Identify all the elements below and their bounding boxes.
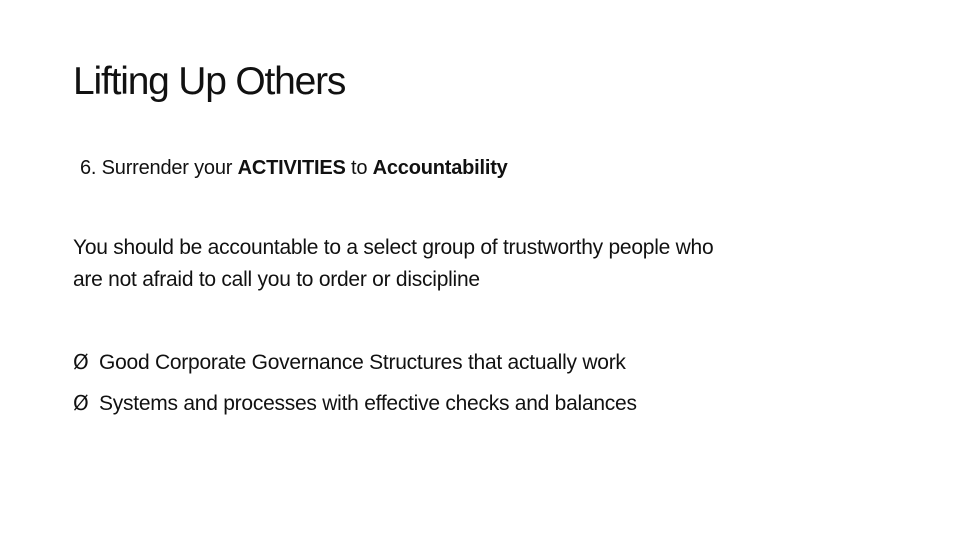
slide-subtitle xyxy=(80,153,508,183)
arrow-bullet-icon: Ø xyxy=(73,350,89,374)
paragraph-line: You should be accountable to a select group of trustworthy people who xyxy=(73,236,714,259)
subtitle-emphasis-accountability: Accountability xyxy=(372,157,508,179)
bullet-item xyxy=(73,342,903,383)
bullet-text: Good Corporate Governance Structures that actually work xyxy=(99,351,626,374)
subtitle-middle: to xyxy=(345,157,373,179)
slide-title: Lifting Up Others xyxy=(73,60,346,103)
body-paragraph xyxy=(73,232,903,296)
bullet-list xyxy=(73,342,903,424)
arrow-bullet-icon: Ø xyxy=(73,391,89,415)
subtitle-emphasis-activities: ACTIVITIES xyxy=(237,157,346,179)
bullet-item xyxy=(73,383,903,424)
subtitle-prefix: 6. Surrender your xyxy=(80,157,238,179)
paragraph-line: are not afraid to call you to order or discipline xyxy=(73,268,480,291)
bullet-text: Systems and processes with effective checks and balances xyxy=(99,392,637,415)
